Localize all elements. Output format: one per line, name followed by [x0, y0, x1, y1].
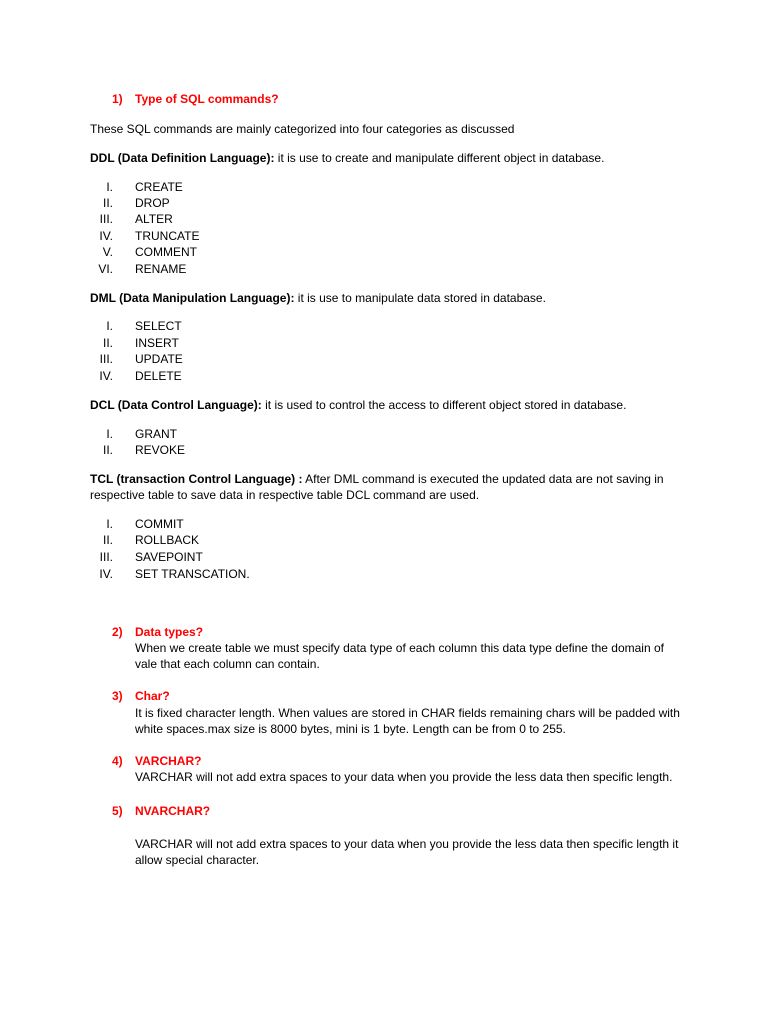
tcl-label: TCL (transaction Control Language) :	[90, 472, 303, 486]
ddl-item-num: VI.	[98, 262, 113, 276]
q3-line2: white spaces.max size is 8000 bytes, mini is 1 byte. Length can be from 0 to 255.	[135, 722, 566, 736]
tcl-item-text: ROLLBACK	[135, 533, 200, 547]
dcl-label: DCL (Data Control Language):	[90, 398, 262, 412]
ddl-item-text: CREATE	[135, 180, 183, 194]
ddl-text: it is use to create and manipulate different object in database.	[274, 151, 605, 165]
q3-title: Char?	[135, 689, 170, 703]
q4-title: VARCHAR?	[135, 754, 202, 768]
tcl-text-continued: respective table to save data in respective table DCL command are used.	[90, 488, 480, 502]
q3-number: 3)	[112, 689, 123, 703]
q3-line1: It is fixed character length. When values are stored in CHAR fields remaining chars will be padded with	[135, 706, 680, 720]
dcl-item-text: GRANT	[135, 427, 177, 441]
q5-number: 5)	[112, 804, 123, 818]
q2-title: Data types?	[135, 625, 204, 639]
q5-line2: allow special character.	[135, 853, 260, 867]
ddl-label: DDL (Data Definition Language):	[90, 151, 275, 165]
q1-title: Type of SQL commands?	[135, 92, 279, 106]
ddl-item-num: II.	[102, 196, 113, 210]
q1-number: 1)	[112, 92, 123, 106]
dml-definition	[90, 290, 546, 306]
dcl-text: it is used to control the access to different object stored in database.	[261, 398, 627, 412]
tcl-text: After DML command is executed the updated data are not saving in	[302, 472, 664, 486]
ddl-item-text: ALTER	[135, 212, 173, 226]
q5-line1: VARCHAR will not add extra spaces to your data when you provide the less data then specific length it	[135, 837, 679, 851]
dcl-item-num: I.	[106, 427, 113, 441]
ddl-item-num: I.	[106, 180, 113, 194]
q2-number: 2)	[112, 625, 123, 639]
tcl-item-num: II.	[102, 533, 113, 547]
tcl-definition	[90, 471, 664, 487]
ddl-item-num: III.	[99, 212, 113, 226]
q2-line2: vale that each column can contain.	[135, 657, 320, 671]
ddl-item-text: COMMENT	[135, 245, 197, 259]
dml-item-num: III.	[99, 352, 113, 366]
tcl-item-text: SET TRANSCATION.	[135, 567, 250, 581]
ddl-item-num: V.	[102, 245, 113, 259]
dml-item-num: I.	[106, 319, 113, 333]
dml-item-text: UPDATE	[135, 352, 183, 366]
dml-label: DML (Data Manipulation Language):	[90, 291, 295, 305]
ddl-item-text: TRUNCATE	[135, 229, 200, 243]
ddl-item-text: DROP	[135, 196, 170, 210]
q2-line1: When we create table we must specify data type of each column this data type define the domain of	[135, 641, 664, 655]
q1-intro: These SQL commands are mainly categorized into four categories as discussed	[90, 122, 515, 136]
dml-item-num: IV.	[99, 369, 113, 383]
tcl-item-text: COMMIT	[135, 517, 184, 531]
q4-line1: VARCHAR will not add extra spaces to your data when you provide the less data then specific length.	[135, 770, 673, 784]
dcl-item-text: REVOKE	[135, 443, 186, 457]
dml-text: it is use to manipulate data stored in database.	[294, 291, 546, 305]
dml-item-num: II.	[102, 336, 113, 350]
tcl-item-num: III.	[99, 550, 113, 564]
ddl-item-num: IV.	[99, 229, 113, 243]
ddl-item-text: RENAME	[135, 262, 187, 276]
q5-title: NVARCHAR?	[135, 804, 211, 818]
tcl-item-num: IV.	[99, 567, 113, 581]
dcl-definition	[90, 397, 626, 413]
tcl-item-text: SAVEPOINT	[135, 550, 203, 564]
ddl-definition	[90, 150, 604, 166]
dcl-item-num: II.	[102, 443, 113, 457]
tcl-item-num: I.	[106, 517, 113, 531]
dml-item-text: DELETE	[135, 369, 182, 383]
q4-number: 4)	[112, 754, 123, 768]
dml-item-text: INSERT	[135, 336, 179, 350]
dml-item-text: SELECT	[135, 319, 182, 333]
